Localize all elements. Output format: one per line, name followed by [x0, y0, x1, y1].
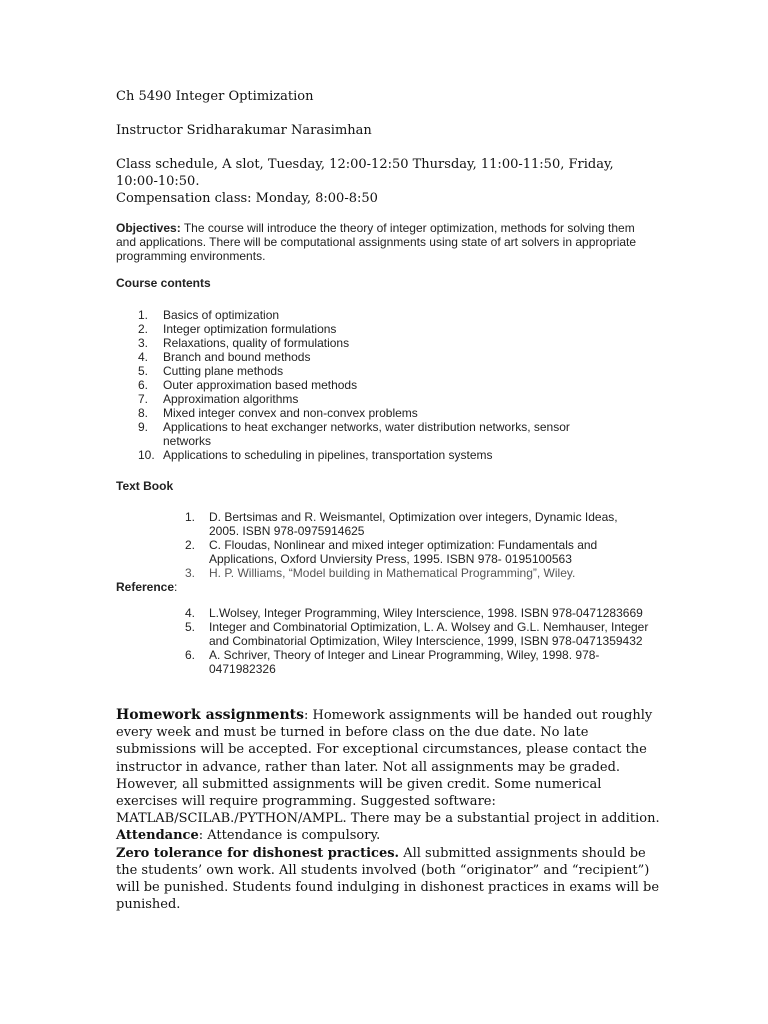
list-text: Approximation algorithms [163, 392, 299, 406]
list-text: Integer and Combinatorial Optimization, L. A. Wolsey and G.L. Nemhauser, Integer and Combinatorial Optimization, Wiley Interscience, 1999, ISBN 978-0471359432 [209, 620, 649, 648]
dishonesty-text: All submitted assignments should be the students’ own work. All students involved (both “originator” and “recipient”) will be punished. Students found indulging in dishonest practices in exams will be punished. [116, 845, 660, 913]
list-number: 8. [138, 406, 149, 420]
course-title: Ch 5490 Integer Optimization [116, 89, 314, 104]
list-item [138, 364, 608, 378]
course-contents-list [138, 308, 608, 462]
list-text: Mixed integer convex and non-convex problems [163, 406, 418, 420]
list-text: C. Floudas, Nonlinear and mixed integer optimization: Fundamentals and Applications, Oxford Unviersity Press, 1995. ISBN 978- 0195100563 [209, 538, 598, 566]
list-number: 1. [185, 510, 196, 524]
list-number: 7. [138, 392, 149, 406]
list-text: Branch and bound methods [163, 350, 311, 364]
objectives-text: The course will introduce the theory of integer optimization, methods for solving them and applications. There will be computational assignments using state of art solvers in appropriate programming environments. [116, 221, 637, 263]
compensation-class: Compensation class: Monday, 8:00-8:50 [116, 191, 378, 206]
course-contents-heading: Course contents [116, 276, 211, 290]
list-item [138, 392, 608, 406]
list-number: 6. [185, 648, 196, 662]
list-text: Outer approximation based methods [163, 378, 358, 392]
list-item [138, 448, 608, 462]
reference-heading [116, 580, 177, 594]
list-number: 9. [138, 420, 149, 434]
list-text: A. Schriver, Theory of Integer and Linear Programming, Wiley, 1998. 978-0471982326 [209, 648, 600, 676]
reference-list [185, 606, 650, 676]
attendance-text: : Attendance is compulsory. [198, 828, 381, 844]
list-item [138, 336, 608, 350]
list-text: Applications to scheduling in pipelines, transportation systems [163, 448, 493, 462]
reference-label: Reference [116, 580, 175, 594]
list-number: 4. [185, 606, 196, 620]
list-item [185, 538, 650, 566]
list-number: 1. [138, 308, 149, 322]
list-text: Integer optimization formulations [163, 322, 337, 336]
dishonesty-label: Zero tolerance for dishonest practices. [116, 845, 400, 861]
list-item [138, 406, 608, 420]
list-item [185, 648, 650, 676]
list-text: L.Wolsey, Integer Programming, Wiley Interscience, 1998. ISBN 978-0471283669 [209, 606, 643, 620]
list-number: 5. [185, 620, 196, 634]
objectives-label: Objectives: [116, 221, 181, 235]
list-item [185, 510, 650, 538]
homework-text: : Homework assignments will be handed out roughly every week and must be turned in before class on the due date. No late submissions will be accepted. For exceptional circumstances, please contact the instructor in advance, rather than later. Not all assignments may be graded. However, all submitted assignments will be given credit. Some numerical exercises will require programming. Suggested software: MATLAB/SCILAB./PYTHON/AMPL. There may be a substantial project in addition. [116, 708, 660, 827]
list-item [185, 566, 650, 580]
list-item [185, 620, 650, 648]
list-item [138, 308, 608, 322]
instructor-line: Instructor Sridharakumar Narasimhan [116, 123, 372, 138]
policies-block [116, 707, 661, 913]
list-text: Cutting plane methods [163, 364, 284, 378]
list-text: Relaxations, quality of formulations [163, 336, 350, 350]
class-schedule: Class schedule, A slot, Tuesday, 12:00-12:50 Thursday, 11:00-11:50, Friday, 10:00-10:50. [116, 157, 614, 189]
list-text: D. Bertsimas and R. Weismantel, Optimization over integers, Dynamic Ideas, 2005. ISBN 978-0975914625 [209, 510, 618, 538]
list-text: Applications to heat exchanger networks, water distribution networks, sensor networks [163, 420, 570, 448]
text-book-heading: Text Book [116, 479, 174, 493]
list-number: 2. [138, 322, 149, 336]
list-number: 3. [185, 566, 196, 580]
list-text: H. P. Williams, “Model building in Mathematical Programming”, Wiley. [209, 566, 576, 580]
list-number: 6. [138, 378, 149, 392]
list-number: 5. [138, 364, 149, 378]
list-item [138, 420, 608, 448]
list-number: 2. [185, 538, 196, 552]
list-text: Basics of optimization [163, 308, 280, 322]
text-book-list [185, 510, 650, 580]
list-item [185, 606, 650, 620]
attendance-label: Attendance [116, 828, 199, 844]
list-number: 10. [138, 448, 155, 462]
list-item [138, 322, 608, 336]
list-number: 3. [138, 336, 149, 350]
list-number: 4. [138, 350, 149, 364]
homework-label: Homework assignments [116, 707, 304, 723]
list-item [138, 350, 608, 364]
objectives-paragraph [116, 221, 656, 263]
list-item [138, 378, 608, 392]
reference-colon: : [174, 580, 178, 594]
